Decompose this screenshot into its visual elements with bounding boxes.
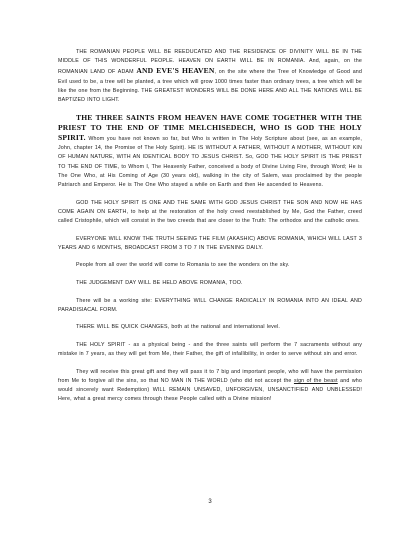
paragraph-quick-changes: THERE WILL BE QUICK CHANGES, both at the national and international level. — [76, 324, 281, 331]
paragraph-sacraments: THE HOLY SPIRIT - as a physical being - and the three saints will perform the 7 sacraments without any mistake in 7 years, as they will get from Me, their Father, the gift of infallibility, in order to serve without sin and error. — [58, 342, 362, 358]
paragraph-text: , on the site where the Tree of Knowledge of Good and Evil used to be, a tree will be planted, a tree which will grow 1000 times faster than ordinary trees, a tree which will be like the one from the Beginning. THE GREATEST WONDERS WILL BE DONE HERE AND ALL THE NATIONS WILL BE BAPTIZED INTO LIGHT. — [58, 69, 362, 104]
paragraph-forgiveness — [58, 368, 362, 405]
underlined-phrase: sign of the beast — [293, 378, 338, 384]
paragraph-working-site: There will be a working site: EVERYTHING WILL CHANGE RADICALLY IN ROMANIA INTO AN IDEAL AND PARADISIACAL FORM. — [58, 297, 362, 313]
section-heading: THE THREE SAINTS FROM HEAVEN HAVE COME TOGETHER WITH THE PRIEST TO THE END OF TIME MELCHISEDECH, WHO IS GOD THE HOLY SPIRIT. — [58, 112, 362, 143]
paragraph-holy-spirit: GOD THE HOLY SPIRIT IS ONE AND THE SAME WITH GOD JESUS CHRIST THE SON AND NOW HE HAS COME AGAIN ON EARTH, to help at the restoration of the holy creed reestablished by Me, God the Father, creed called Cristophile, which will consist in the two creeds that are closer to the Truth: The orthodox and the catholic ones. — [58, 199, 362, 225]
paragraph-wonders: People from all over the world will come to Romania to see the wonders on the sky. — [76, 262, 290, 269]
paragraph-judgement-day: THE JUDGEMENT DAY WILL BE HELD ABOVE ROMANIA, TOO. — [76, 280, 243, 287]
paragraph-text: They will receive this great gift and they will pass it to 7 big and important people, who will have the permission from Me to forgive all the sins, so that NO MAN IN THE WORLD (who did not accept the — [58, 368, 362, 384]
paragraph-three-saints — [58, 114, 362, 191]
paragraph-heaven-on-earth — [58, 48, 362, 105]
paragraph-akashic-film: EVERYONE WILL KNOW THE TRUTH SEEING THE FILM (AKASHIC) ABOVE ROMANIA, WHICH WILL LAST 3 YEARS AND 6 MONTHS, BROADCAST FROM 3 TO 7 IN THE EVENING DAILY. — [58, 235, 362, 251]
paragraph-text: Whom you have not known so far, but Who is written in The Holy Scripture about (see, as an example, John, chapter 14, the Promise of The Holy Spirit). HE IS WITHOUT A FATHER, WITHOUT A MOTHER, WITHOUT KIN OF HUMAN NATURE, WITH AN IDENTICAL BODY TO JESUS CHRIST. So, GOD THE HOLY SPIRIT IS THE PRIEST TO THE END OF TIME, to Whom I, The Heavenly Father, conceived a body of Divine Living Fire, through Word; He is The One Who, at His Coming of Age (30 years old), walking in the city of Salem, was proclaimed by the people Patriarch and Emperor. He is The One Who stayed a while on Earth and then He ascended to Heavens. — [58, 136, 362, 189]
bold-phrase: AND EVE'S HEAVEN — [136, 66, 215, 76]
paragraph-text: THE ROMANIAN PEOPLE WILL BE REEDUCATED AND THE RESIDENCE OF DIVINITY WILL BE IN THE MIDDLE OF THIS WONDERFUL PEOPLE. HEAVEN ON EARTH WILL BE IN ROMANIA. And, again, on the ROMANIAN LAND OF ADAM — [58, 49, 362, 76]
paragraph-text: and who would sincerely want Redemption) WILL REMAIN UNSAVED, UNFORGIVEN, UNSANCTIFIED AND UNBLESSED! Here, what a great mercy comes through these People called with a Divine mission! — [58, 378, 362, 403]
page-number: 3 — [208, 499, 212, 505]
